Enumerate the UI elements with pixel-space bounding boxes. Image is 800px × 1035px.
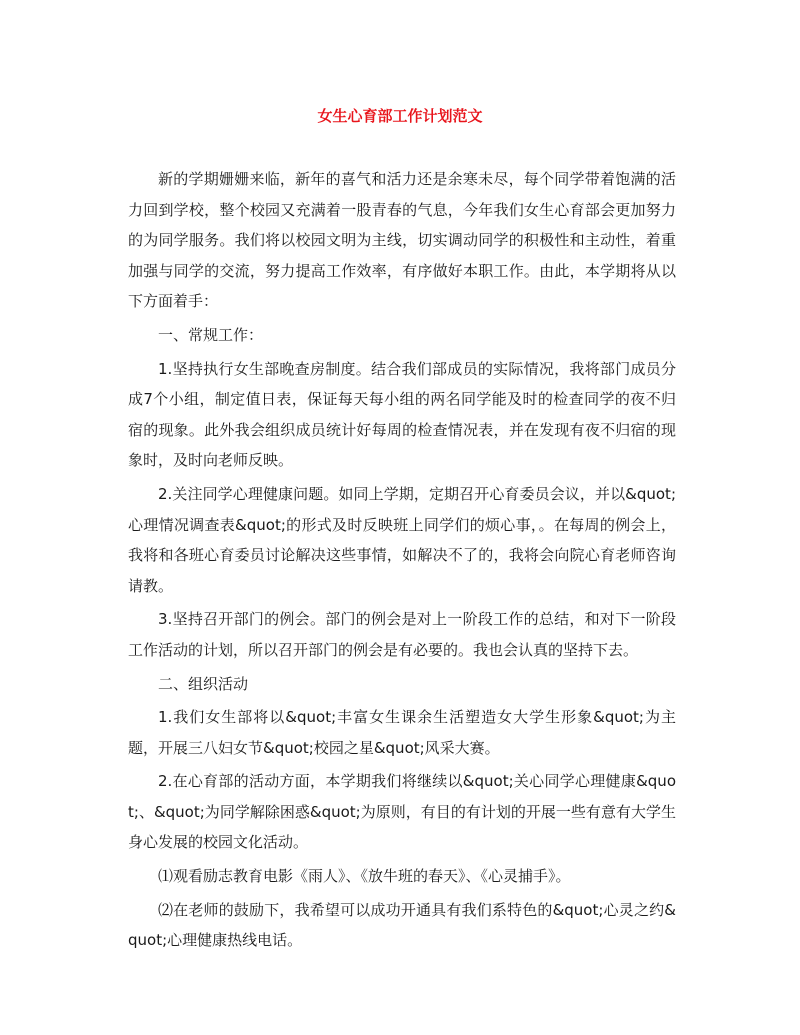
activity-item-1: 1.我们女生部将以&quot;丰富女生课余生活塑造女大学生形象&quot;为主题，开展三八妇女节&quot;校园之星&quot;风采大赛。 xyxy=(128,708,676,757)
activity-subitem-2: ⑵在老师的鼓励下，我希望可以成功开通具有我们系特色的&quot;心灵之约&quot;心理健康热线电话。 xyxy=(128,900,676,950)
section-heading-routine-work: 一、常规工作： xyxy=(158,325,264,344)
document-title: 女生心育部工作计划范文 xyxy=(317,107,483,125)
activity-subitem-1: ⑴观看励志教育电影《雨人》、《放牛班的春天》、《心灵捕手》。 xyxy=(158,867,571,886)
document-body xyxy=(128,164,676,959)
section-heading-activities: 二、组织活动 xyxy=(158,674,249,693)
routine-item-1: 1.坚持执行女生部晚查房制度。结合我们部成员的实际情况，我将部门成员分成7个小组，制定值日表，保证每天每小组的两名同学能及时的检查同学的夜不归宿的现象。此外我会组织成员统计好每周的检查情况表，并在发现有夜不归宿的现象时，及时向老师反映。 xyxy=(128,359,676,470)
activity-item-2: 2.在心育部的活动方面，本学期我们将继续以&quot;关心同学心理健康&quot;、&quot;为同学解除困惑&quot;为原则，有目的有计划的开展一些有意有大学生身心发展的校园文化活动。 xyxy=(128,772,676,852)
intro-paragraph: 新的学期姗姗来临，新年的喜气和活力还是余寒未尽，每个同学带着饱满的活力回到学校，整个校园又充满着一股青春的气息，今年我们女生心育部会更加努力的为同学服务。我们将以校园文明为主线，切实调动同学的积极性和主动性，着重加强与同学的交流，努力提高工作效率，有序做好本职工作。由此，本学期将从以下方面着手： xyxy=(128,170,676,311)
routine-item-2: 2.关注同学心理健康问题。如同上学期，定期召开心育委员会议，并以&quot;心理情况调查表&quot;的形式及时反映班上同学们的烦心事，。在每周的例会上，我将和各班心育委员讨论解决这些事情，如解决不了的，我将会向院心育老师咨询请教。 xyxy=(128,484,676,595)
routine-item-3: 3.坚持召开部门的例会。部门的例会是对上一阶段工作的总结，和对下一阶段工作活动的计划，所以召开部门的例会是有必要的。我也会认真的坚持下去。 xyxy=(128,610,676,659)
